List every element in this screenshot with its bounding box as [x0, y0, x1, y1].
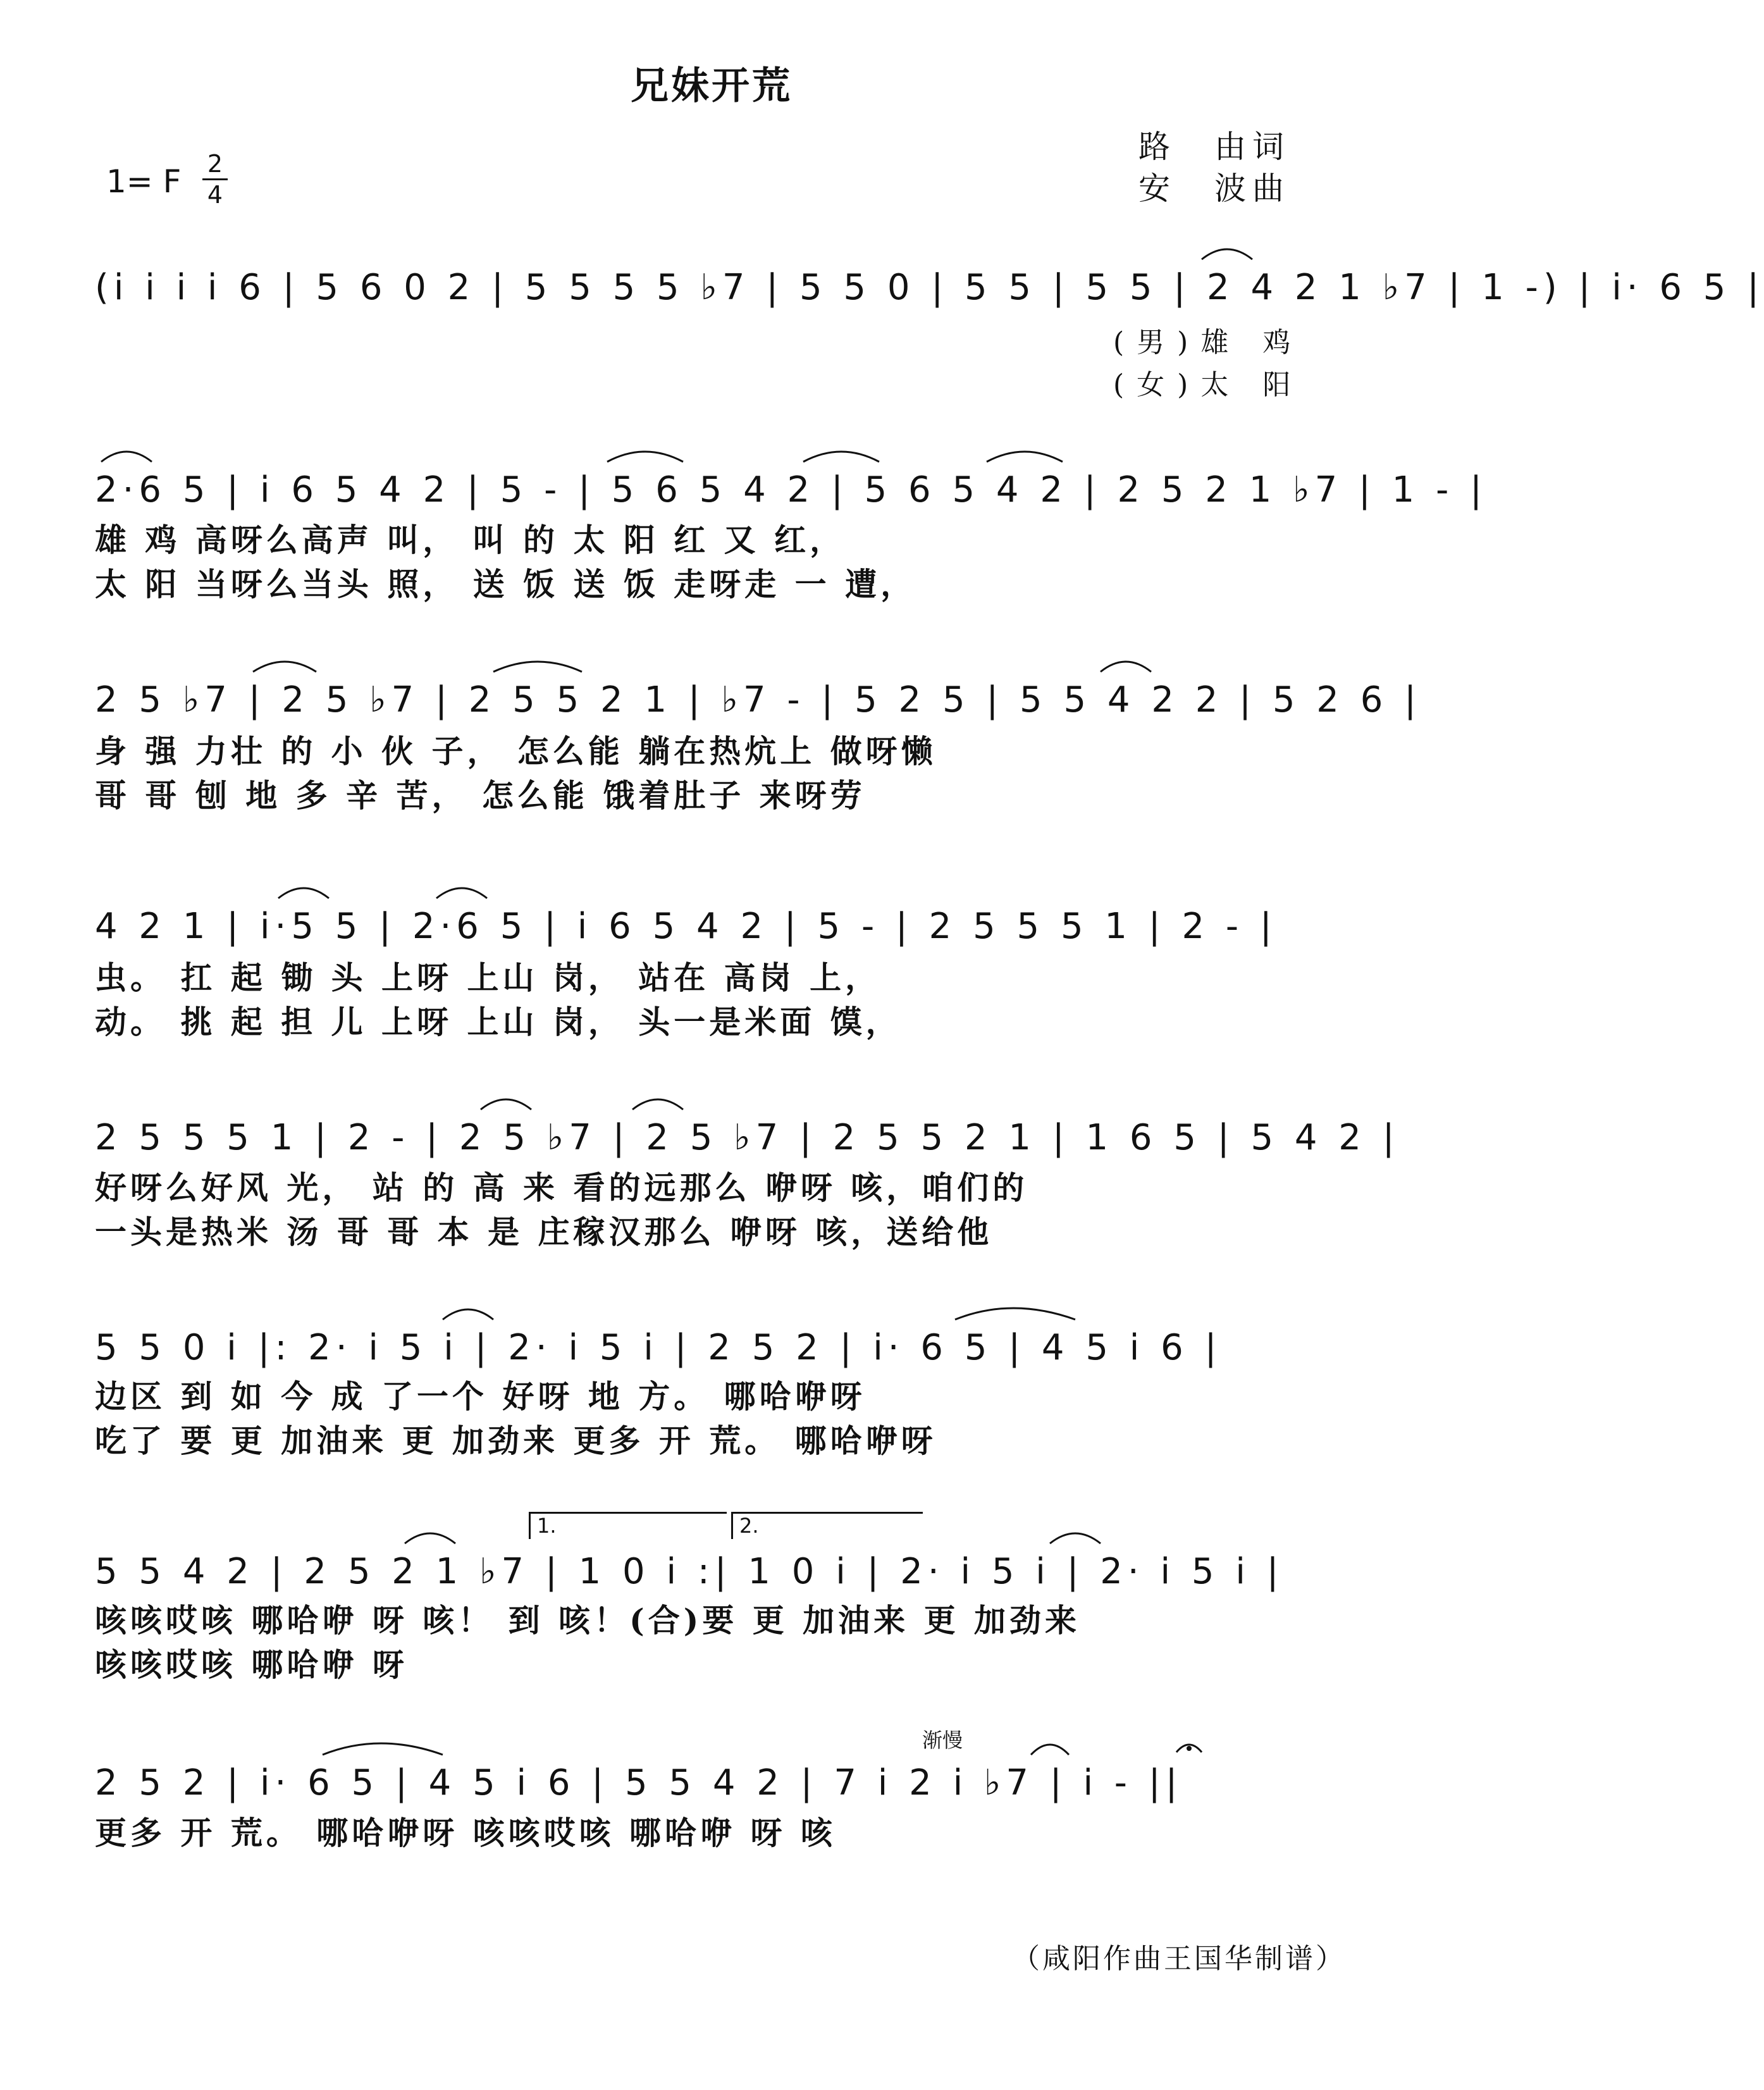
slur-15 — [1050, 1533, 1101, 1543]
slur-10 — [436, 888, 487, 898]
male-role-label: (男)雄 鸡 — [1113, 326, 1304, 359]
lyric-line-5b: 一头是热米 汤 哥 哥 本 是 庄稼汉那么 咿呀 咳，送给他 — [95, 1213, 993, 1251]
key-signature: 1= F — [106, 163, 182, 200]
fermata-dot — [1187, 1746, 1192, 1751]
notation-line-3: 2 5 ♭7 | 2 5 ♭7 | 2 5 5 2 1 | ♭7 - | 5 2 5 | 5 5 4 2 2 | 5 2 6 | — [95, 679, 1422, 720]
lyric-line-4b: 动。 挑 起 担 儿 上呀 上山 岗， 头一是米面 馍， — [95, 1003, 901, 1041]
notation-line-5: 2 5 5 5 1 | 2 - | 2 5 ♭7 | 2 5 ♭7 | 2 5 5 2 1 | 1 6 5 | 5 4 2 | — [95, 1117, 1400, 1158]
slur-5 — [987, 452, 1063, 462]
lyricist-credit: 路 由词 — [1138, 128, 1290, 165]
slur-14 — [955, 1308, 1075, 1320]
slur-13 — [443, 1309, 493, 1320]
slur-17 — [323, 1743, 443, 1755]
lyric-line-5a: 好呀么好风 光， 站 的 高 来 看的远那么 咿呀 咳，咱们的 — [95, 1169, 1028, 1206]
notation-line-2: 2·6 5 | i 6 5 4 2 | 5 - | 5 6 5 4 2 | 5 6 5 4 2 | 2 5 2 1 ♭7 | 1 - | — [95, 469, 1487, 510]
lyric-line-6b: 吃了 要 更 加油来 更 加劲来 更多 开 荒。 哪哈咿呀 — [95, 1422, 937, 1459]
lyric-line-2a: 雄 鸡 高呀么高声 叫， 叫 的 太 阳 红 又 红， — [95, 521, 846, 559]
slur-18 — [1031, 1745, 1069, 1755]
lyric-line-2b: 太 阳 当呀么当头 照， 送 饭 送 饭 走呀走 一 遭， — [95, 566, 916, 603]
notation-line-6: 5 5 0 i |: 2· i 5 i | 2· i 5 i | 2 5 2 | i· 6 5 | 4 5 i 6 | — [95, 1327, 1222, 1368]
lyric-line-3a: 身 强 力壮 的 小 伙 子， 怎么能 躺在热炕上 做呀懒 — [95, 733, 937, 770]
slur-8 — [1101, 662, 1151, 672]
notation-line-7: 5 5 4 2 | 2 5 2 1 ♭7 | 1 0 i :| 1 0 i | 2· i 5 i | 2· i 5 i | — [95, 1551, 1284, 1592]
lyric-line-4a: 虫。 扛 起 锄 头 上呀 上山 岗， 站在 高岗 上， — [95, 959, 881, 996]
slur-11 — [481, 1099, 531, 1110]
composer-credit: 安 波曲 — [1138, 170, 1290, 207]
meter-top: 2 — [207, 150, 223, 178]
slur-4 — [803, 452, 879, 462]
notation-line-4: 4 2 1 | i·5 5 | 2·6 5 | i 6 5 4 2 | 5 - | 2 5 5 5 1 | 2 - | — [95, 906, 1277, 947]
slur-7 — [493, 662, 582, 672]
lyric-line-6a: 边区 到 如 今 成 了一个 好呀 地 方。 哪哈咿呀 — [95, 1378, 866, 1415]
slur-9 — [278, 888, 329, 898]
second-ending-bracket: 2. — [731, 1512, 923, 1539]
lyric-line-7a: 咳咳哎咳 哪哈咿 呀 咳！ 到 咳！(合)要 更 加油来 更 加劲来 — [95, 1602, 1080, 1639]
ritardando-mark: 渐慢 — [922, 1728, 963, 1752]
lyric-line-7b: 咳咳哎咳 哪哈咿 呀 — [95, 1646, 408, 1683]
transcriber-note: （咸阳作曲王国华制谱） — [1012, 1943, 1346, 1975]
notation-line-8: 2 5 2 | i· 6 5 | 4 5 i 6 | 5 5 4 2 | 7 i 2 i ♭7 | i - || — [95, 1762, 1183, 1803]
slur-2 — [101, 452, 152, 462]
slur-12 — [632, 1099, 683, 1110]
notation-line-1: (i i i i 6 | 5 6 0 2 | 5 5 5 5 ♭7 | 5 5 0 | 5 5 | 5 5 | 2 4 2 1 ♭7 | 1 -) | i· 6 5 | — [95, 267, 1764, 308]
slur-1 — [1202, 249, 1252, 259]
lyric-line-3b: 哥 哥 刨 地 多 辛 苦， 怎么能 饿着肚子 来呀劳 — [95, 777, 866, 814]
first-ending-bracket: 1. — [529, 1512, 727, 1539]
lyric-line-8a: 更多 开 荒。 哪哈咿呀 咳咳哎咳 哪哈咿 呀 咳 — [95, 1814, 836, 1852]
song-title: 兄妹开荒 — [631, 64, 793, 108]
slur-3 — [607, 452, 683, 462]
slur-16 — [405, 1533, 455, 1543]
meter-bottom: 4 — [207, 181, 223, 209]
female-role-label: (女)太 阳 — [1113, 369, 1304, 401]
slur-6 — [253, 662, 316, 672]
